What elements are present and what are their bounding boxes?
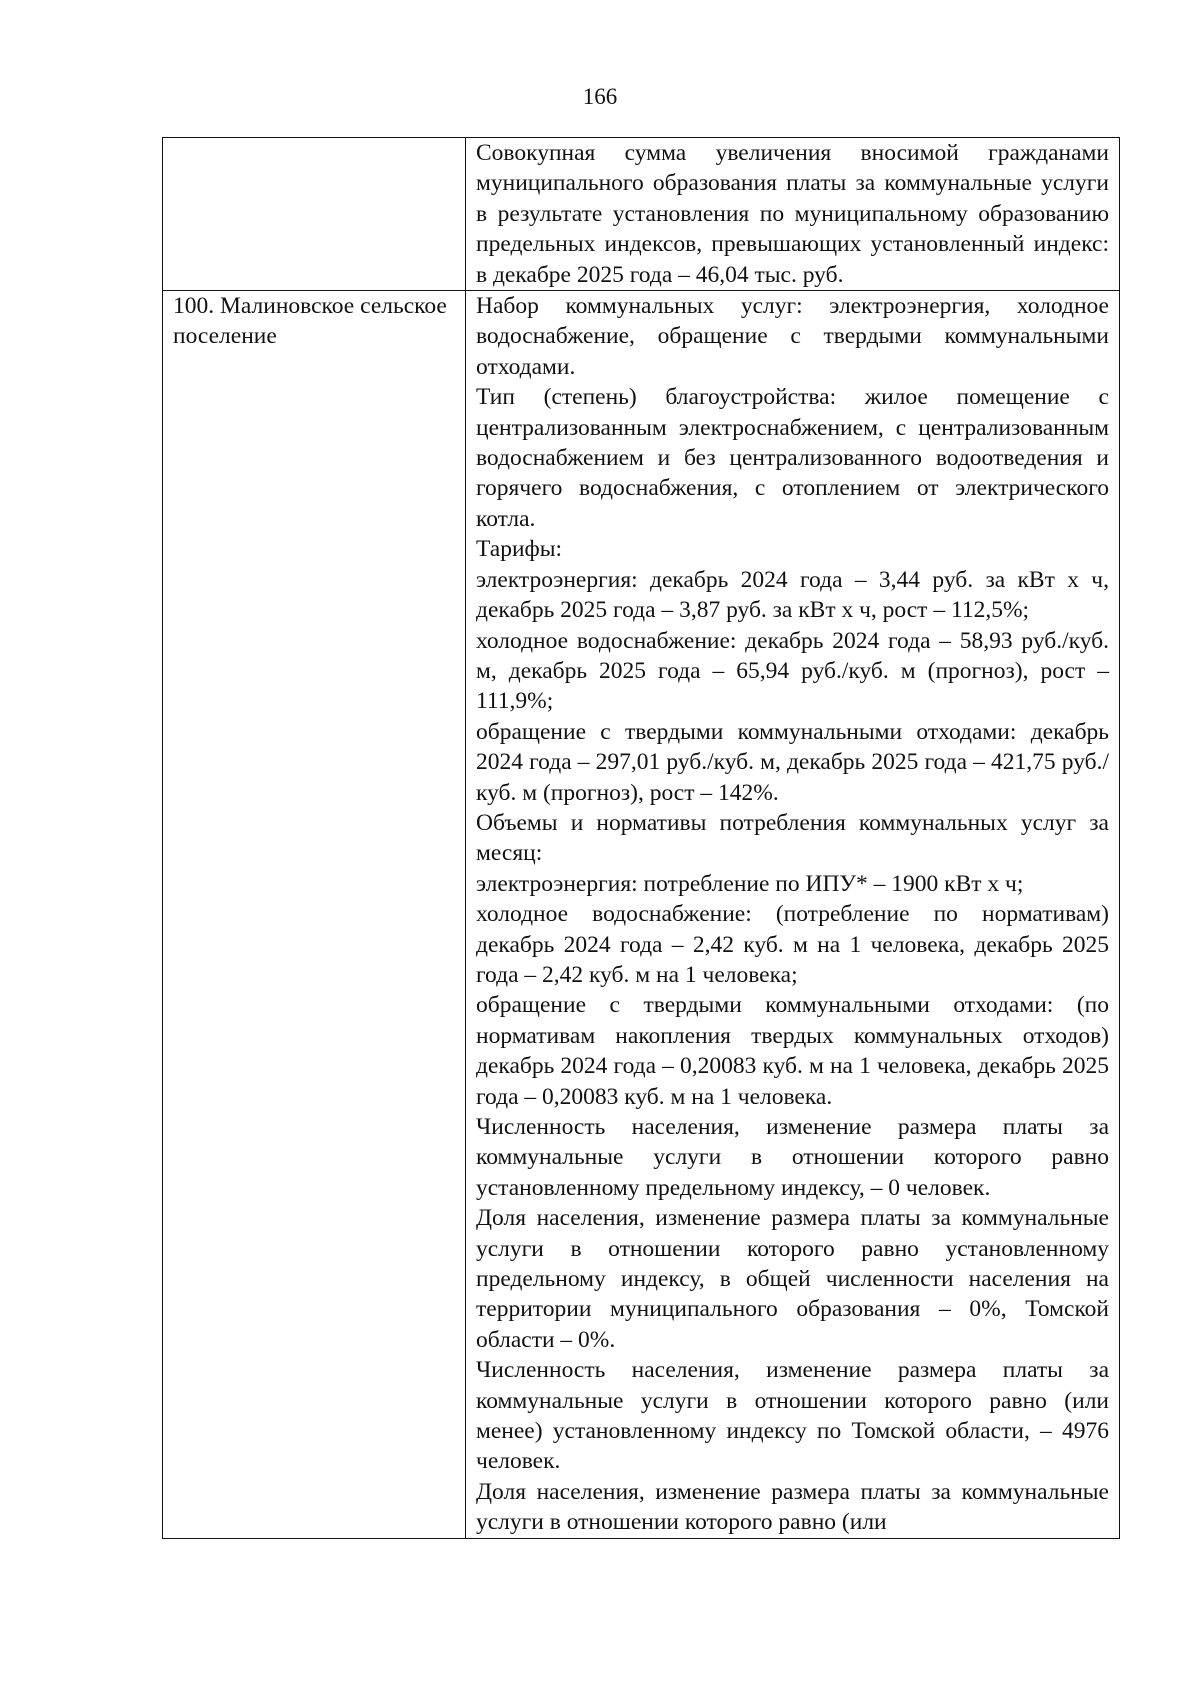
paragraph: Доля населения, изменение размера платы за коммунальные услуги в отношении которого равно установленному предельному индексу, в общей численности населения на территории муниципального образования – 0%, Томской области – 0%. xyxy=(476,1205,1109,1353)
paragraph: электроэнергия: потребление по ИПУ* – 1900 кВт х ч; xyxy=(476,870,1024,897)
paragraph: Численность населения, изменение размера платы за коммунальные услуги в отношении которого равно установленному предельному индексу, – 0 человек. xyxy=(476,1114,1109,1201)
paragraph: Тарифы: xyxy=(476,536,563,563)
paragraph: электроэнергия: декабрь 2024 года – 3,44 руб. за кВт х ч, декабрь 2025 года – 3,87 руб. за кВт х ч, рост – 112,5%; xyxy=(476,566,1109,624)
table-row xyxy=(163,291,1120,1539)
description-cell xyxy=(466,138,1120,291)
paragraph: Численность населения, изменение размера платы за коммунальные услуги в отношении которого равно (или менее) установленному индексу по Томской области, – 4976 человек. xyxy=(476,1357,1109,1475)
paragraph: Совокупная сумма увеличения вносимой гражданами муниципального образования платы за коммунальные услуги в результате установления по муниципальному образованию предельных индексов, превышающих установленный индекс: в декабре 2025 года – 46,04 тыс. руб. xyxy=(476,140,1109,288)
paragraph: холодное водоснабжение: декабрь 2024 года – 58,93 руб./куб. м, декабрь 2025 года – 65,94 руб./куб. м (прогноз), рост – 111,9%; xyxy=(476,627,1109,715)
paragraph: Набор коммунальных услуг: электроэнергия, холодное водоснабжение, обращение с твердыми коммунальными отходами. xyxy=(476,293,1109,380)
municipality-cell: 100. Малиновское сельское поселение xyxy=(163,291,466,1539)
paragraph: обращение с твердыми коммунальными отходами: декабрь 2024 года – 297,01 руб./куб. м, декабрь 2025 года – 421,75 руб./куб. м (прогноз), рост – 142%. xyxy=(476,718,1109,806)
municipality-cell xyxy=(163,138,466,291)
paragraph: холодное водоснабжение: (потребление по нормативам) декабрь 2024 года – 2,42 куб. м на 1 человека, декабрь 2025 года – 2,42 куб. м на 1 человека; xyxy=(476,901,1109,988)
table-row xyxy=(163,138,1120,291)
paragraph: Доля населения, изменение размера платы за коммунальные услуги в отношении которого равно (или xyxy=(476,1478,1109,1536)
tariff-table xyxy=(162,137,1120,1539)
paragraph: обращение с твердыми коммунальными отходами: (по нормативам накопления твердых коммунальных отходов) декабрь 2024 года – 0,20083 куб. м на 1 человека, декабрь 2025 года – 0,20083 куб. м на 1 человека. xyxy=(476,992,1109,1110)
paragraph: Объемы и нормативы потребления коммунальных услуг за месяц: xyxy=(476,809,1109,867)
page-number: 166 xyxy=(582,84,618,109)
description-cell xyxy=(466,291,1120,1539)
paragraph: Тип (степень) благоустройства: жилое помещение с централизованным электроснабжением, с централизованным водоснабжением и без централизованного водоотведения и горячего водоснабжения, с отоплением от электрического котла. xyxy=(476,384,1109,532)
